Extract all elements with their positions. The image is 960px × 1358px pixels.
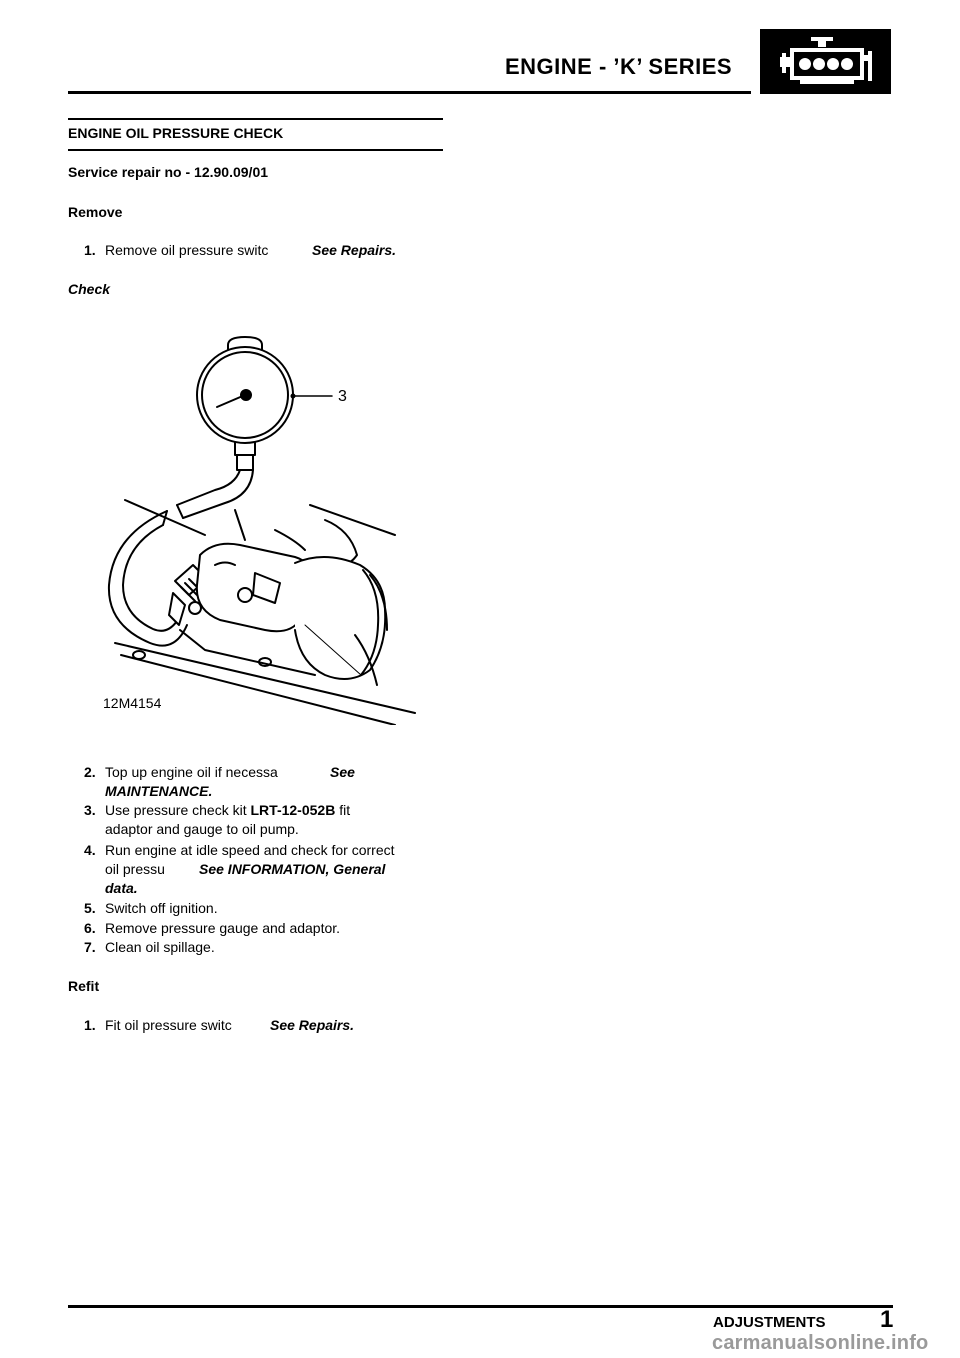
step-number: 1.	[84, 1017, 96, 1033]
step-text	[105, 802, 350, 818]
step-number: 6.	[84, 920, 96, 936]
footer-section-label: ADJUSTMENTS	[713, 1314, 826, 1331]
step-text: Fit oil pressure switc	[105, 1017, 232, 1033]
step-text: Switch off ignition.	[105, 900, 218, 916]
header-rule	[68, 91, 751, 94]
step-text-part: Use pressure check kit	[105, 802, 251, 818]
cross-reference-link[interactable]: See Repairs.	[312, 242, 397, 258]
tool-part-number: LRT-12-052B	[250, 802, 336, 818]
section-top-rule	[68, 118, 443, 120]
engine-icon	[760, 29, 891, 94]
remove-heading: Remove	[68, 204, 123, 220]
cross-reference-link[interactable]: See Repairs.	[270, 1017, 355, 1033]
footer-rule	[68, 1305, 893, 1308]
step-number: 7.	[84, 939, 96, 955]
cross-reference-link[interactable]: See INFORMATION, General	[199, 861, 386, 877]
step-number: 1.	[84, 242, 96, 258]
step-number: 4.	[84, 842, 96, 858]
step-number: 3.	[84, 802, 96, 818]
cross-reference-link[interactable]: See	[330, 764, 355, 780]
step-text: adaptor and gauge to oil pump.	[105, 821, 299, 837]
cross-reference-link[interactable]: MAINTENANCE.	[105, 783, 213, 799]
service-repair-number: Service repair no - 12.90.09/01	[68, 164, 269, 180]
watermark: carmanualsonline.info	[712, 1332, 929, 1354]
step-text-part: fit	[335, 802, 351, 818]
page-header-title: ENGINE - ’K’ SERIES	[505, 54, 733, 79]
section-title: ENGINE OIL PRESSURE CHECK	[68, 125, 284, 141]
step-number: 5.	[84, 900, 96, 916]
step-text: Top up engine oil if necessa	[105, 764, 278, 780]
step-text: Clean oil spillage.	[105, 939, 215, 955]
step-text: Run engine at idle speed and check for correct	[105, 842, 395, 858]
cross-reference-link[interactable]: data.	[105, 880, 138, 896]
check-heading: Check	[68, 281, 111, 297]
oil-pressure-gauge-illustration	[95, 325, 445, 725]
step-text: oil pressu	[105, 861, 165, 877]
section-bottom-rule	[68, 149, 443, 151]
step-number: 2.	[84, 764, 96, 780]
figure-callout-3: 3	[338, 388, 347, 405]
figure-id-label: 12M4154	[103, 695, 162, 711]
refit-heading: Refit	[68, 978, 100, 994]
step-text: Remove oil pressure switc	[105, 242, 269, 258]
step-text: Remove pressure gauge and adaptor.	[105, 920, 341, 936]
page-number: 1	[880, 1306, 894, 1333]
